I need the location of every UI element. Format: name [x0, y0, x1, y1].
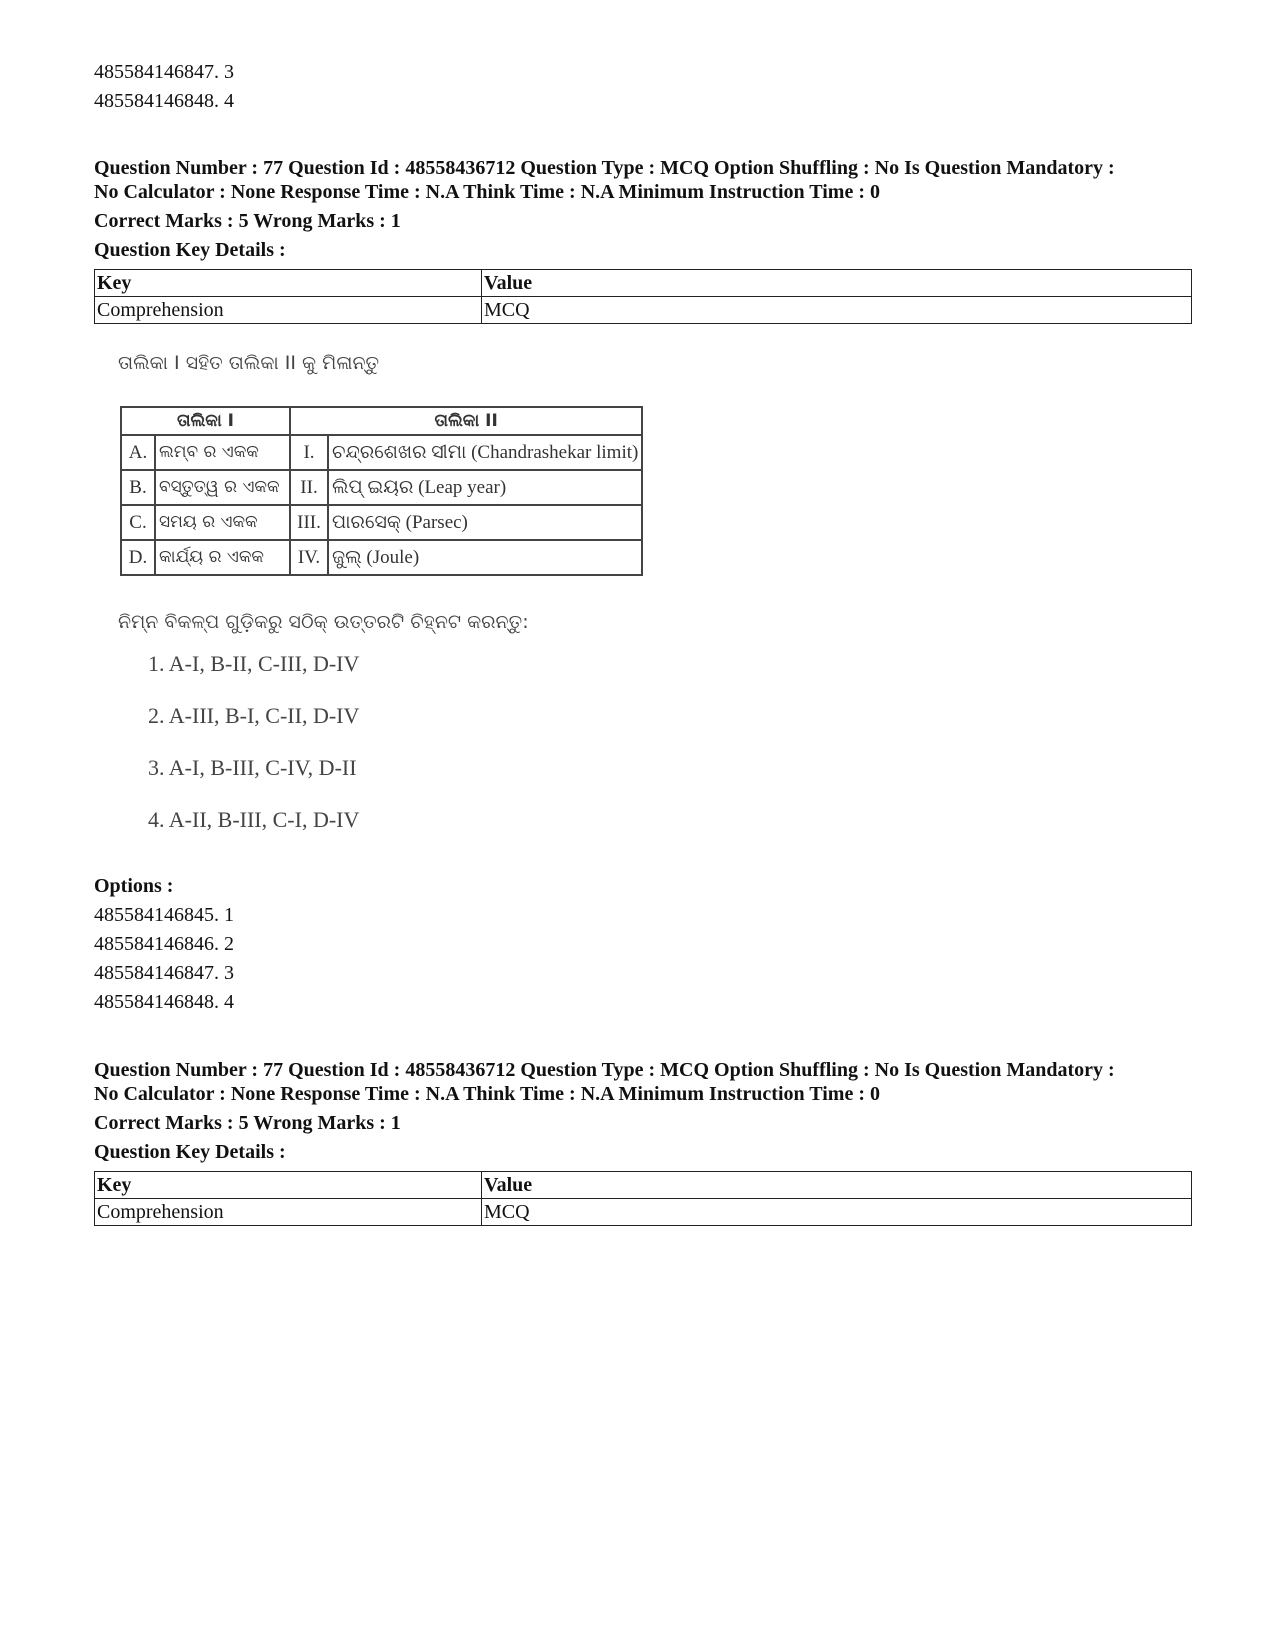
value-header: Value — [482, 1172, 1192, 1199]
row-roman: IV. — [290, 540, 328, 575]
question-header-line2: No Calculator : None Response Time : N.A Think Time : N.A Minimum Instruction Time : 0 — [94, 1083, 880, 1105]
list1-header: ତାଲିକା I — [121, 407, 290, 435]
option-item: 485584146847. 3 — [94, 962, 234, 984]
match-row — [121, 470, 642, 505]
answer-choice: 4. A-II, B-III, C-I, D-IV — [148, 807, 360, 832]
row-roman: II. — [290, 470, 328, 505]
table-row — [95, 1199, 1192, 1226]
answer-choice: 1. A-I, B-II, C-III, D-IV — [148, 651, 360, 676]
row-match: ଲିପ୍ ଇୟର (Leap year) — [328, 470, 642, 505]
option-item: 485584146848. 4 — [94, 991, 234, 1013]
row-item: କାର୍ଯ୍ୟ ର ଏକକ — [155, 540, 290, 575]
key-cell: Comprehension — [95, 297, 482, 324]
list2-header: ତାଲିକା II — [290, 407, 642, 435]
question-header-line1: Question Number : 77 Question Id : 48558436712 Question Type : MCQ Option Shuffling : No Is Question Mandatory : — [94, 1059, 1115, 1081]
options-label: Options : — [94, 875, 174, 897]
row-match: ଜୁଲ୍ (Joule) — [328, 540, 642, 575]
table-header-row — [95, 270, 1192, 297]
match-table — [120, 406, 643, 576]
table-header-row — [95, 1172, 1192, 1199]
row-item: ଲମ୍ବ ର ଏକକ — [155, 435, 290, 470]
question-header-line1: Question Number : 77 Question Id : 48558436712 Question Type : MCQ Option Shuffling : No Is Question Mandatory : — [94, 157, 1115, 179]
answer-choice: 3. A-I, B-III, C-IV, D-II — [148, 755, 357, 780]
marks-line: Correct Marks : 5 Wrong Marks : 1 — [94, 210, 401, 232]
answer-choice: 2. A-III, B-I, C-II, D-IV — [148, 703, 360, 728]
question-header-line2: No Calculator : None Response Time : N.A Think Time : N.A Minimum Instruction Time : 0 — [94, 181, 880, 203]
key-cell: Comprehension — [95, 1199, 482, 1226]
key-details-label: Question Key Details : — [94, 239, 286, 261]
row-letter: A. — [121, 435, 155, 470]
match-header-row — [121, 407, 642, 435]
match-row — [121, 505, 642, 540]
row-letter: D. — [121, 540, 155, 575]
row-item: ସମୟ ର ଏକକ — [155, 505, 290, 540]
table-row — [95, 297, 1192, 324]
question-stem: ତାଲିକା I ସହିତ ତାଲିକା II କୁ ମିଳାନ୍ତୁ — [118, 352, 380, 374]
key-header: Key — [95, 270, 482, 297]
row-roman: I. — [290, 435, 328, 470]
prev-option-4: 485584146848. 4 — [94, 90, 234, 112]
row-match: ପାରସେକ୍ (Parsec) — [328, 505, 642, 540]
key-details-label: Question Key Details : — [94, 1141, 286, 1163]
value-cell: MCQ — [482, 1199, 1192, 1226]
question-image — [94, 348, 794, 868]
prev-option-3: 485584146847. 3 — [94, 61, 234, 83]
match-row — [121, 435, 642, 470]
match-row — [121, 540, 642, 575]
key-details-table — [94, 269, 1192, 324]
value-cell: MCQ — [482, 297, 1192, 324]
question-instruction: ନିମ୍ନ ବିକଳ୍ପ ଗୁଡ଼ିକରୁ ସଠିକ୍ ଉତ୍ତରଟି ଚିହ୍ନଟ କରନ୍ତୁ: — [118, 611, 529, 633]
value-header: Value — [482, 270, 1192, 297]
row-roman: III. — [290, 505, 328, 540]
key-header: Key — [95, 1172, 482, 1199]
row-match: ଚନ୍ଦ୍ରଶେଖର ସୀମା (Chandrashekar limit) — [328, 435, 642, 470]
marks-line: Correct Marks : 5 Wrong Marks : 1 — [94, 1112, 401, 1134]
row-item: ବସ୍ତୁତ୍ୱ ର ଏକକ — [155, 470, 290, 505]
row-letter: C. — [121, 505, 155, 540]
key-details-table — [94, 1171, 1192, 1226]
option-item: 485584146845. 1 — [94, 904, 234, 926]
row-letter: B. — [121, 470, 155, 505]
option-item: 485584146846. 2 — [94, 933, 234, 955]
